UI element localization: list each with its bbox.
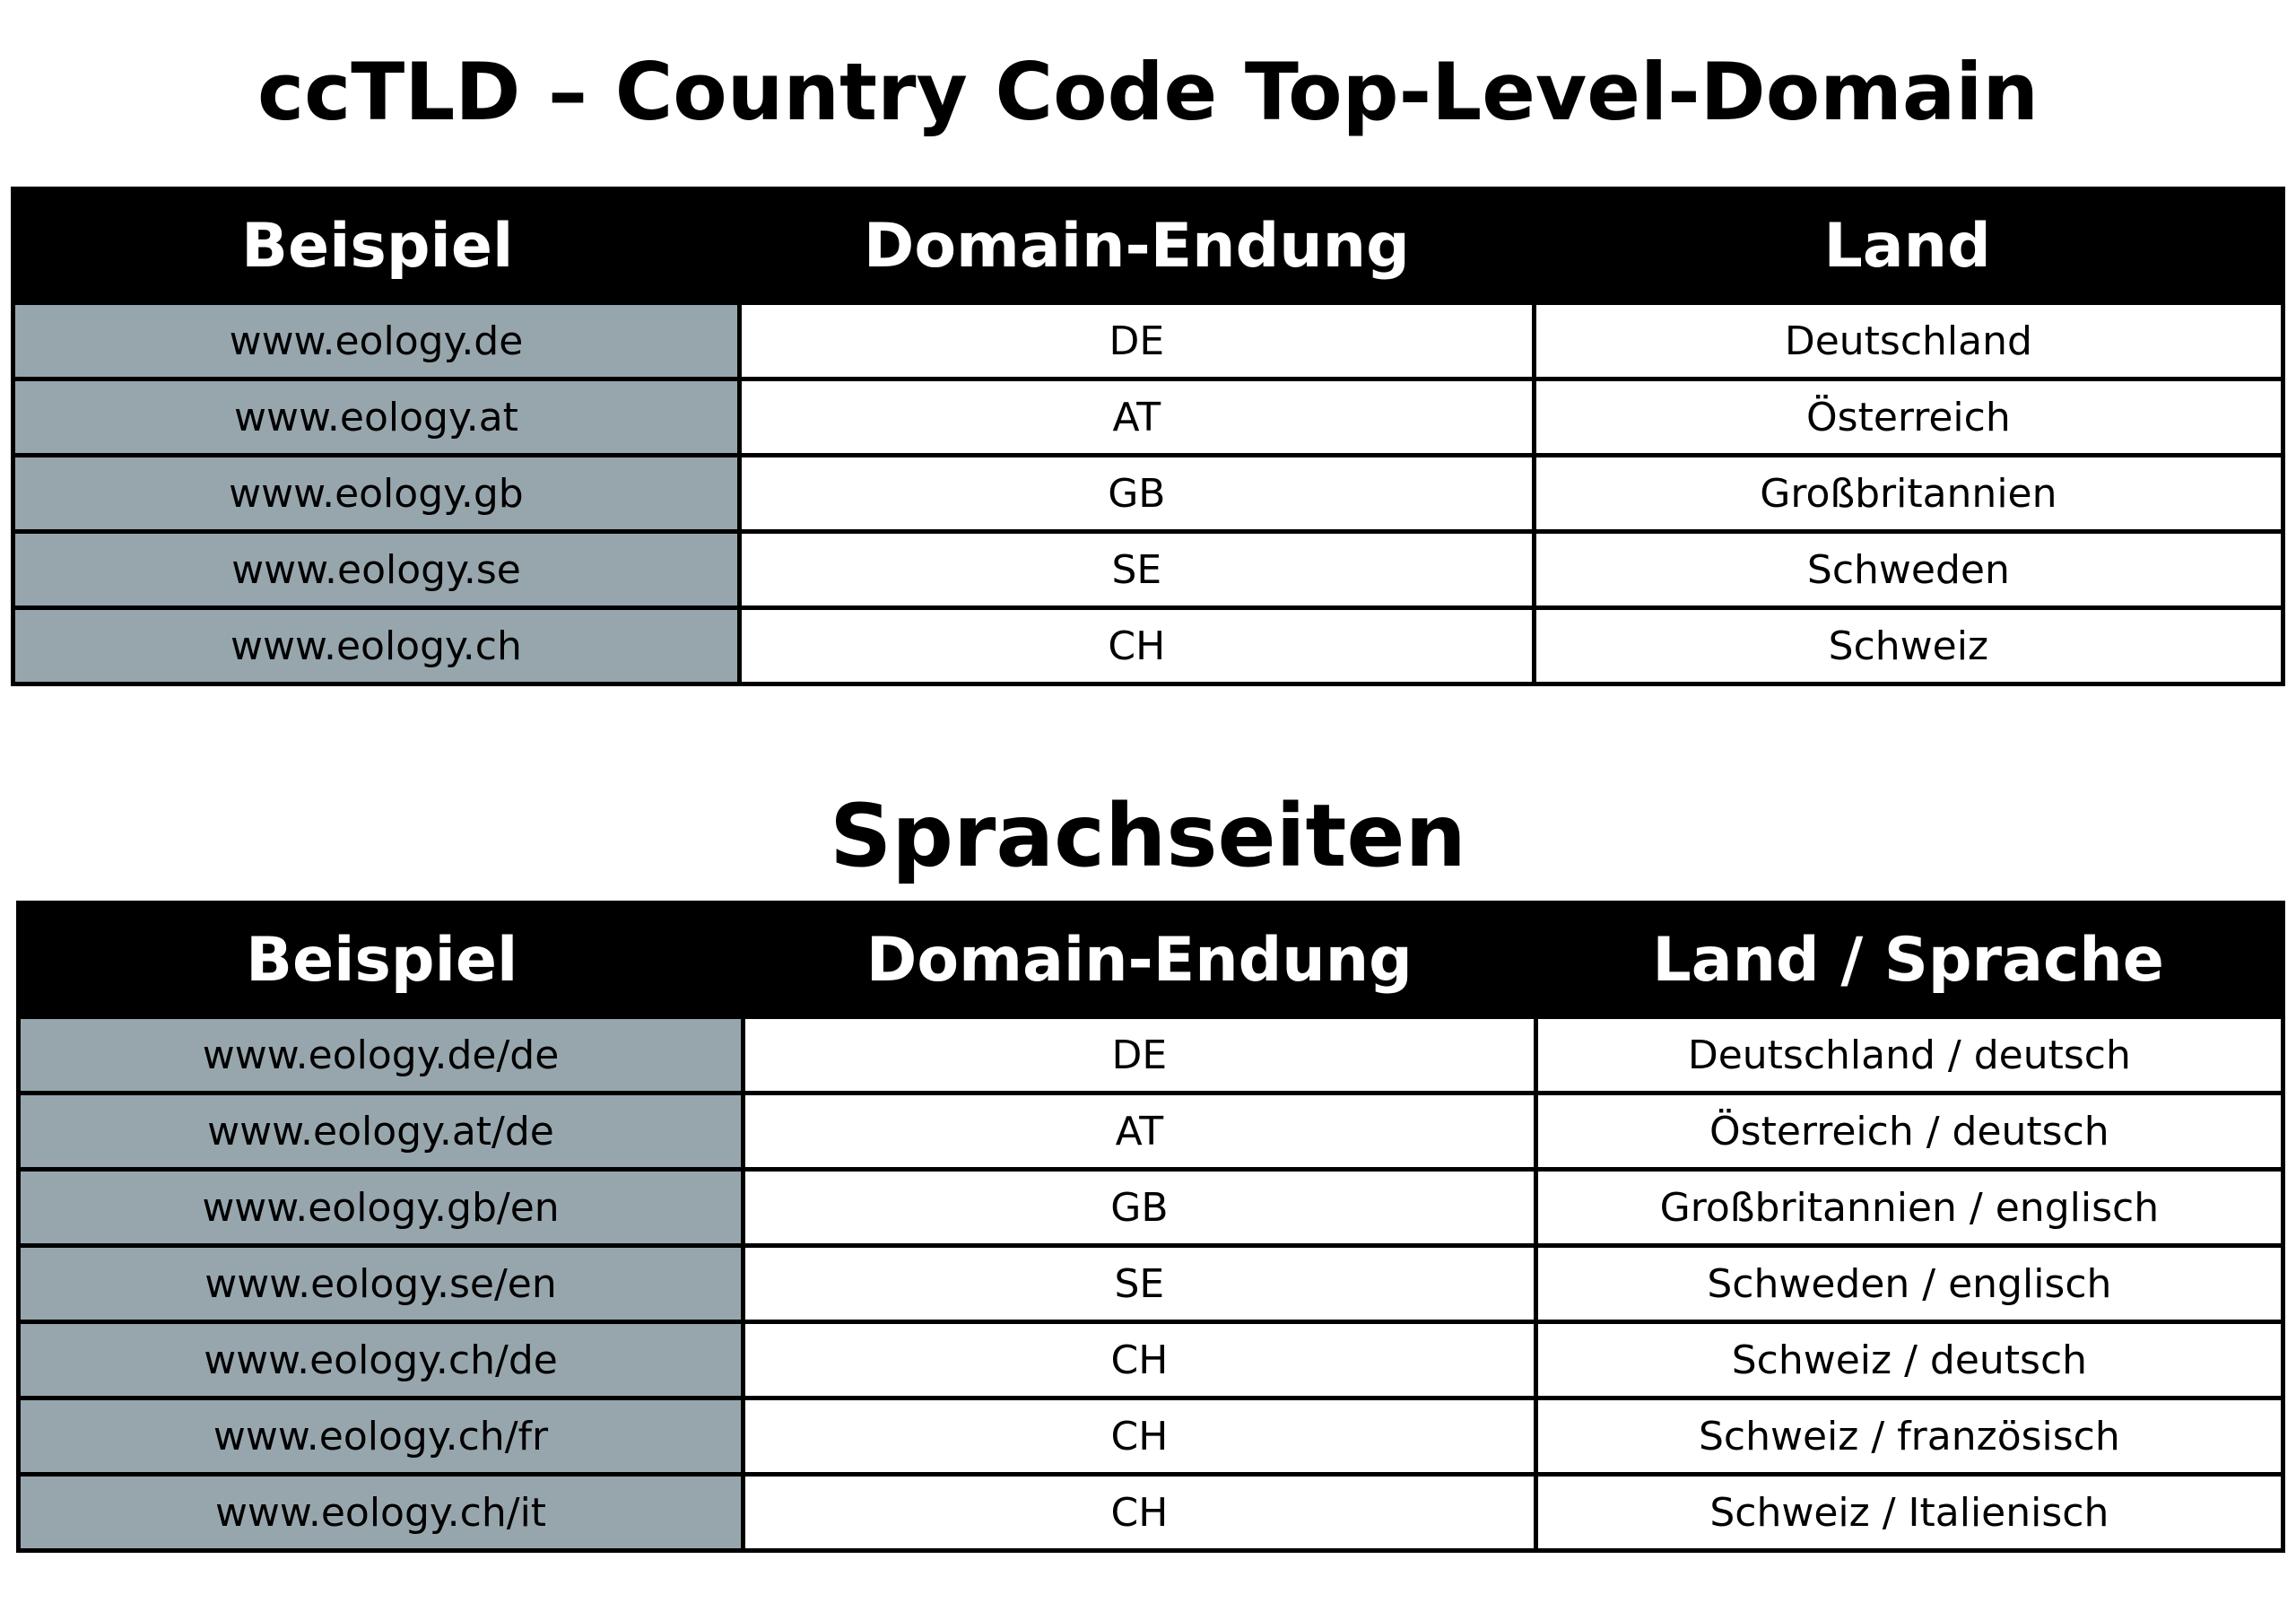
table-row [19, 1322, 2283, 1398]
country-language-cell: Schweden / englisch [1535, 1246, 2283, 1322]
country-language-cell: Deutschland / deutsch [1535, 1017, 2283, 1093]
example-url-cell: www.eology.at/de [19, 1093, 744, 1170]
example-domain-cell: www.eology.de [13, 303, 740, 379]
domain-ending-cell: GB [739, 456, 1534, 532]
country-cell: Großbritannien [1534, 456, 2283, 532]
domain-ending-cell: CH [744, 1322, 1536, 1398]
example-domain-cell: www.eology.at [13, 379, 740, 456]
table-row [13, 303, 2283, 379]
table-row [13, 456, 2283, 532]
header-beispiel: Beispiel [19, 903, 744, 1017]
example-url-cell: www.eology.ch/it [19, 1475, 744, 1551]
sprachseiten-header-row [19, 903, 2283, 1017]
country-language-cell: Schweiz / französisch [1535, 1398, 2283, 1475]
country-language-cell: Schweiz / deutsch [1535, 1322, 2283, 1398]
example-url-cell: www.eology.ch/fr [19, 1398, 744, 1475]
country-language-cell: Österreich / deutsch [1535, 1093, 2283, 1170]
example-domain-cell: www.eology.se [13, 532, 740, 608]
domain-ending-cell: CH [744, 1398, 1536, 1475]
country-language-cell: Großbritannien / englisch [1535, 1170, 2283, 1246]
example-domain-cell: www.eology.ch [13, 608, 740, 684]
domain-ending-cell: DE [739, 303, 1534, 379]
domain-ending-cell: GB [744, 1170, 1536, 1246]
example-domain-cell: www.eology.gb [13, 456, 740, 532]
table-row [19, 1475, 2283, 1551]
table-row [13, 532, 2283, 608]
cctld-header-row [13, 189, 2283, 303]
table-row [19, 1017, 2283, 1093]
domain-ending-cell: CH [744, 1475, 1536, 1551]
header-domain-endung: Domain-Endung [739, 189, 1534, 303]
cctld-title: ccTLD – Country Code Top-Level-Domain [257, 46, 2039, 138]
example-url-cell: www.eology.de/de [19, 1017, 744, 1093]
table-row [19, 1093, 2283, 1170]
header-land: Land [1534, 189, 2283, 303]
cctld-table [11, 187, 2285, 686]
country-language-cell: Schweiz / Italienisch [1535, 1475, 2283, 1551]
table-row [13, 608, 2283, 684]
sprachseiten-title: Sprachseiten [830, 786, 1466, 886]
table-row [19, 1246, 2283, 1322]
sprachseiten-table [16, 901, 2285, 1553]
header-land-sprache: Land / Sprache [1535, 903, 2283, 1017]
domain-ending-cell: SE [739, 532, 1534, 608]
country-cell: Schweiz [1534, 608, 2283, 684]
country-cell: Deutschland [1534, 303, 2283, 379]
domain-ending-cell: SE [744, 1246, 1536, 1322]
domain-ending-cell: DE [744, 1017, 1536, 1093]
table-row [19, 1170, 2283, 1246]
example-url-cell: www.eology.ch/de [19, 1322, 744, 1398]
domain-ending-cell: CH [739, 608, 1534, 684]
table-row [13, 379, 2283, 456]
example-url-cell: www.eology.gb/en [19, 1170, 744, 1246]
header-domain-endung: Domain-Endung [744, 903, 1536, 1017]
domain-ending-cell: AT [739, 379, 1534, 456]
header-beispiel: Beispiel [13, 189, 740, 303]
domain-ending-cell: AT [744, 1093, 1536, 1170]
table-row [19, 1398, 2283, 1475]
example-url-cell: www.eology.se/en [19, 1246, 744, 1322]
country-cell: Österreich [1534, 379, 2283, 456]
country-cell: Schweden [1534, 532, 2283, 608]
